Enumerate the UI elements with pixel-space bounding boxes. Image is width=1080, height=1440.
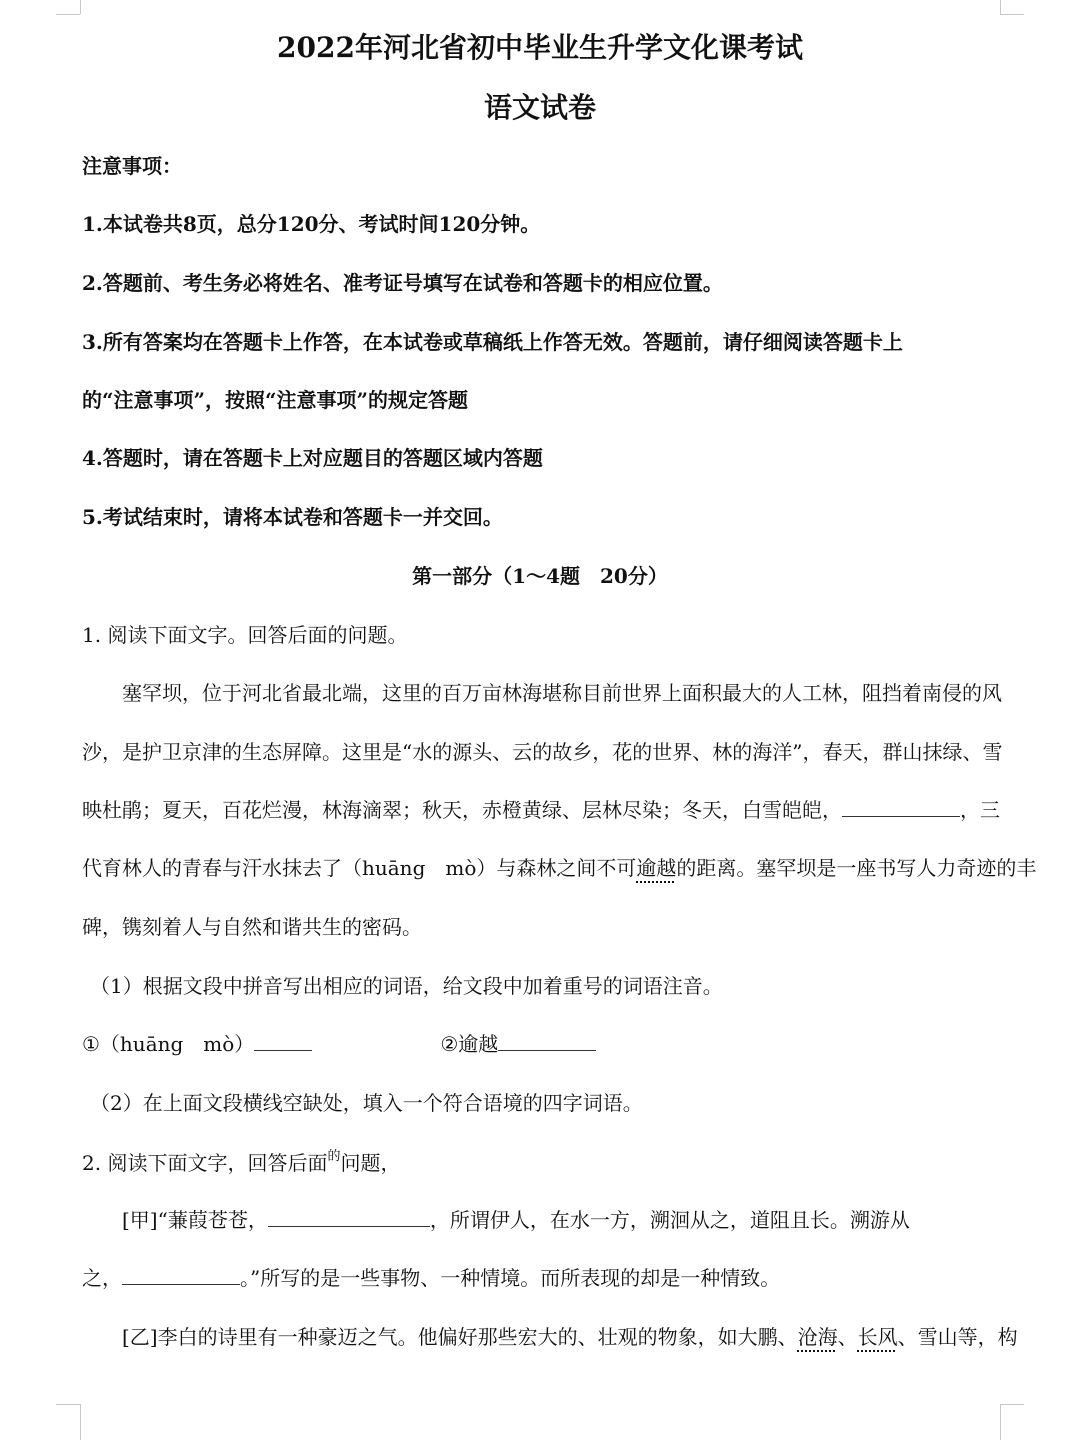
crop-mark-bottom-left-v [80, 1404, 81, 1440]
q2-yi-line-1 [122, 1321, 1018, 1350]
notice-item-5: 5.考试结束时，请将本试卷和答题卡一并交回。 [82, 505, 503, 529]
q1-answer-2-blank[interactable] [498, 1032, 596, 1051]
q1-passage-line-4-text: 代育林人的青春与汗水抹去了（huāng mò）与森林之间不可 [82, 856, 637, 880]
crop-mark-bottom-right-h [1000, 1404, 1024, 1405]
notice-item-4: 4.答题时，请在答题卡上对应题目的答题区域内答题 [82, 446, 543, 470]
q1-passage-line-3-text: 映杜鹃；夏天，百花烂漫，林海滴翠；秋天，赤橙黄绿、层林尽染；冬天，白雪皑皑， [82, 798, 842, 822]
q2-yi-line-1-tail: 、雪山等，构 [897, 1325, 1018, 1349]
notice-heading: 注意事项： [82, 154, 182, 178]
q2-blank-2[interactable] [122, 1266, 240, 1285]
notice-item-2: 2.答题前、考生务必将姓名、准考证号填写在试卷和答题卡的相应位置。 [82, 271, 723, 295]
q1-passage-line-1: 塞罕坝，位于河北省最北端，这里的百万亩林海堪称目前世界上面积最大的人工林，阻挡着南侵的风 [122, 681, 1002, 705]
crop-mark-top-left-v [80, 0, 81, 14]
q1-passage-line-4 [82, 852, 1037, 881]
q2-yi-line-1-text: [乙]李白的诗里有一种豪迈之气。他偏好那些宏大的、壮观的物象，如大鹏、 [122, 1325, 798, 1349]
notice-item-1: 1.本试卷共8页，总分120分、考试时间120分钟。 [82, 212, 541, 236]
q2-emphasis-word-2: 长风 [857, 1325, 898, 1349]
crop-mark-bottom-left-h [56, 1404, 80, 1405]
crop-mark-bottom-right-v [1000, 1404, 1001, 1440]
q1-sub-question-2: （2）在上面文段横线空缺处，填入一个符合语境的四字词语。 [90, 1091, 643, 1115]
q1-passage-line-3 [82, 794, 998, 823]
q2-yi-separator: 、 [837, 1325, 858, 1349]
crop-mark-top-left-h [56, 14, 80, 15]
q1-fill-blank[interactable] [842, 798, 960, 817]
q1-passage-line-4-tail: 的距离。塞罕坝是一座书写人力奇迹的丰 [676, 856, 1037, 880]
q1-sub-question-1: （1）根据文段中拼音写出相应的词语，给文段中加着重号的词语注音。 [90, 974, 723, 998]
q1-answer-1-label: ①（huāng mò） [82, 1032, 255, 1056]
q2-jia-line-1 [122, 1204, 998, 1233]
q2-stem [82, 1147, 998, 1176]
q1-passage-line-3-tail: ，三 [960, 798, 1000, 822]
q2-stem-tail: 问题， [340, 1151, 401, 1175]
exam-subtitle: 语文试卷 [483, 91, 596, 124]
q1-answer-row [82, 1028, 998, 1057]
q2-jia-line-2-text: 之， [82, 1266, 122, 1290]
q1-answer-2-label: ②逾越 [440, 1032, 499, 1056]
q2-jia-line-2-tail: 。”所写的是一些事物、一种情境。而所表现的却是一种情致。 [240, 1266, 781, 1290]
q2-jia-line-1-text: [甲]“蒹葭苍苍， [122, 1208, 268, 1232]
exam-title: 2022年河北省初中毕业生升学文化课考试 [277, 31, 803, 64]
q1-passage-line-2: 沙，是护卫京津的生态屏障。这里是“水的源头、云的故乡，花的世界、林的海洋”，春天，群山抹绿、雪 [82, 740, 1003, 764]
q1-passage-line-5: 碑，镌刻着人与自然和谐共生的密码。 [82, 915, 422, 939]
section-heading: 第一部分（1～4题 20分） [412, 564, 668, 588]
notice-item-3: 3.所有答案均在答题卡上作答，在本试卷或草稿纸上作答无效。答题前，请仔细阅读答题卡上 [82, 330, 903, 354]
q2-jia-line-2 [82, 1262, 998, 1291]
q2-stem-text: 2. 阅读下面文字，回答后面 [82, 1151, 328, 1175]
crop-mark-top-right-h [1000, 14, 1024, 15]
crop-mark-top-right-v [1000, 0, 1001, 14]
q1-emphasis-word: 逾越 [636, 856, 677, 880]
q1-stem: 1. 阅读下面文字。回答后面的问题。 [82, 623, 408, 647]
notice-item-3-cont: 的“注意事项”，按照“注意事项”的规定答题 [82, 388, 469, 412]
q2-emphasis-word-1: 沧海 [797, 1325, 838, 1349]
q2-jia-line-1-tail: ，所谓伊人，在水一方，溯洄从之，道阻且长。溯游从 [429, 1208, 910, 1232]
q2-blank-1[interactable] [268, 1208, 430, 1227]
q2-stem-superscript: 的 [327, 1149, 341, 1164]
q1-answer-1-blank[interactable] [254, 1032, 312, 1051]
